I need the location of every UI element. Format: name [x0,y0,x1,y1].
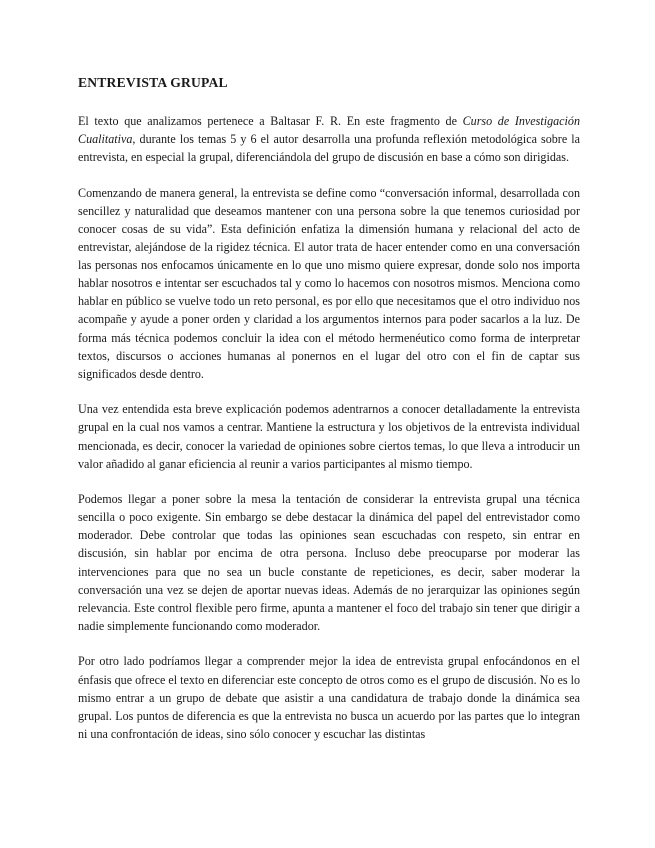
document-page [78,74,580,760]
book-title-italic: Curso de Investigación Cualitativa [78,114,581,147]
paragraph-intro-text-2: , durante los temas 5 y 6 el autor desarrolla una profunda reflexión metodológica sobre la entrevista, en especial la grupal, diferenciándola del grupo de discusión en base a cómo son dirigidas. [78,132,580,165]
paragraph-moderator: Podemos llegar a poner sobre la mesa la tentación de considerar la entrevista grupal una técnica sencilla o poco exigente. Sin embargo se debe destacar la dinámica del papel del entrevistador como moderador. Debe controlar que todas las opiniones sean escuchadas con respeto, sin entrar en discusión, sin hablar por encima de otra persona. Incluso debe preocuparse por moderar las intervenciones para que no sea un bucle constante de repeticiones, es decir, saber moderar la conversación una vez se dejen de aportar nuevas ideas. Además de no jerarquizar las opiniones según relevancia. Este control flexible pero firme, apunta a mantener el foco del trabajo sin tener que dirigir a nadie simplemente funcionando como moderador. [78,492,580,633]
paragraph-definition: Comenzando de manera general, la entrevista se define como “conversación informal, desarrollada con sencillez y naturalidad que deseamos mantener con una persona sobre la que tenemos curiosidad por conocer cosas de su vida”. Esta definición enfatiza la dimensión humana y relacional del acto de entrevistar, alejándose de la rigidez técnica. El autor trata de hacer entender como en una conversación las personas nos enfocamos únicamente en lo que uno mismo quiere expresar, donde solo nos importa hablar nosotros e intentar ser escuchados tal y como lo hacemos con nosotros mismos. Menciona como hablar en público se vuelve todo un reto personal, es por ello que necesitamos que el otro individuo nos acompañe y ayude a poner orden y claridad a los argumentos internos para poder sacarlos a la luz. De forma más técnica podemos concluir la idea con el método hermenéutico como forma de interpretar textos, discursos o acciones humanas al ponernos en el lugar del otro con el fin de captar sus significados desde dentro. [78,185,580,381]
paragraph-group-interview: Una vez entendida esta breve explicación podemos adentrarnos a conocer detalladamente la entrevista grupal en la cual nos vamos a centrar. Mantiene la estructura y los objetivos de la entrevista individual mencionada, es decir, conocer la variedad de opiniones sobre ciertos temas, lo que lleva a introducir un valor añadido al ganar eficiencia al reunir a varios participantes al mismo tiempo. [78,402,580,471]
paragraph-intro [78,112,580,166]
paragraph-intro-text-1: El texto que analizamos pertenece a Baltasar F. R. En este fragmento de [78,114,463,128]
document-title: ENTREVISTA GRUPAL [78,75,228,90]
paragraph-discussion-group: Por otro lado podríamos llegar a comprender mejor la idea de entrevista grupal enfocándonos en el énfasis que ofrece el texto en diferenciar este concepto de otros como es el grupo de discusión. No es lo mismo entrar a un grupo de debate que asistir a una candidatura de trabajo donde la dinámica sea grupal. Los puntos de diferencia es que la entrevista no busca un acuerdo por las partes que lo integran ni una confrontación de ideas, sino sólo conocer y escuchar las distintas [78,654,580,741]
